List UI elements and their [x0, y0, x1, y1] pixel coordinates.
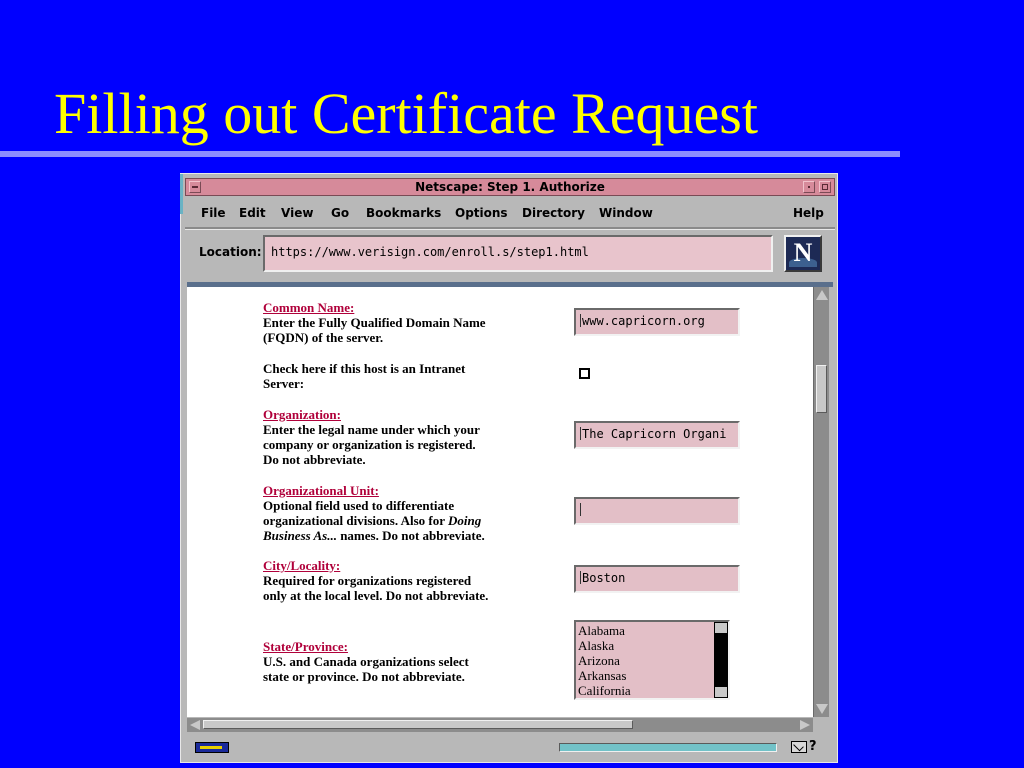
maximize-button[interactable] — [819, 181, 831, 193]
intranet-desc-1: Check here if this host is an Intranet — [263, 361, 466, 376]
menu-go[interactable]: Go — [331, 206, 350, 220]
organization-input[interactable]: The Capricorn Organi — [574, 421, 740, 449]
page-horizontal-scrollbar[interactable] — [187, 718, 813, 732]
page-content — [187, 287, 813, 717]
city-label: City/Locality: — [263, 558, 341, 573]
scroll-up-arrow-icon[interactable] — [715, 623, 727, 633]
organization-label: Organization: — [263, 407, 341, 422]
menu-bar — [185, 200, 835, 226]
city-input[interactable]: Boston — [574, 565, 740, 593]
window-edge-accent — [180, 174, 183, 214]
state-desc-1: U.S. and Canada organizations select — [263, 654, 469, 669]
scroll-left-arrow-icon[interactable] — [190, 720, 200, 730]
netscape-logo-letter: N — [793, 238, 813, 267]
common-name-block — [263, 300, 563, 345]
location-url-field[interactable]: https://www.verisign.com/enroll.s/step1.html — [263, 235, 773, 272]
state-option[interactable]: Arizona — [578, 653, 620, 668]
common-name-label: Common Name: — [263, 300, 355, 315]
state-list-scrollbar[interactable] — [714, 622, 728, 698]
intranet-desc-2: Server: — [263, 376, 305, 391]
state-option[interactable]: Alaska — [578, 638, 615, 653]
org-unit-desc-3 — [263, 528, 563, 543]
common-name-desc-1: Enter the Fully Qualified Domain Name — [263, 315, 486, 330]
org-unit-desc-3-italic: Business As... — [263, 528, 337, 543]
state-listbox[interactable] — [574, 620, 730, 700]
menu-edit[interactable]: Edit — [239, 206, 266, 220]
city-desc-1: Required for organizations registered — [263, 573, 472, 588]
menu-bookmarks[interactable]: Bookmarks — [366, 206, 442, 220]
intranet-checkbox[interactable] — [579, 368, 590, 379]
menu-file[interactable]: File — [201, 206, 226, 220]
status-bar — [187, 738, 833, 758]
org-unit-block — [263, 483, 563, 543]
menu-directory[interactable]: Directory — [522, 206, 585, 220]
org-unit-desc-2-text: organizational divisions. Also for — [263, 513, 449, 528]
org-unit-desc-1: Optional field used to differentiate — [263, 498, 455, 513]
menu-help[interactable]: Help — [793, 206, 824, 220]
org-unit-desc-3-text: names. Do not abbreviate. — [336, 528, 485, 543]
menu-view[interactable]: View — [281, 206, 314, 220]
organization-desc-3: Do not abbreviate. — [263, 452, 366, 467]
scroll-up-arrow-icon[interactable] — [816, 290, 828, 300]
mail-icon[interactable] — [791, 741, 807, 753]
security-key-icon[interactable] — [195, 742, 229, 753]
state-block — [263, 639, 563, 684]
window-title: Netscape: Step 1. Authorize — [415, 180, 605, 194]
org-unit-desc-2-italic: Doing — [448, 513, 482, 528]
title-underline — [0, 151, 900, 157]
menu-window[interactable]: Window — [599, 206, 653, 220]
organization-desc-1: Enter the legal name under which your — [263, 422, 480, 437]
city-block — [263, 558, 563, 603]
state-option[interactable]: Arkansas — [578, 668, 627, 683]
horizontal-scroll-thumb[interactable] — [203, 720, 633, 729]
org-unit-input[interactable] — [574, 497, 740, 525]
state-option[interactable]: California — [578, 683, 631, 698]
intranet-block — [263, 361, 563, 391]
state-label: State/Province: — [263, 639, 348, 654]
state-option[interactable]: Alabama — [578, 623, 625, 638]
window-titlebar[interactable] — [185, 178, 835, 196]
progress-bar — [559, 743, 777, 752]
city-desc-2: only at the local level. Do not abbreviate. — [263, 588, 489, 603]
scroll-right-arrow-icon[interactable] — [800, 720, 810, 730]
common-name-desc-2: (FQDN) of the server. — [263, 330, 384, 345]
slide-title: Filling out Certificate Request — [54, 81, 758, 146]
state-desc-2: state or province. Do not abbreviate. — [263, 669, 465, 684]
minimize-button[interactable] — [803, 181, 815, 193]
common-name-input[interactable]: www.capricorn.org — [574, 308, 740, 336]
org-unit-label: Organizational Unit: — [263, 483, 379, 498]
vertical-scroll-thumb[interactable] — [816, 365, 827, 413]
scroll-down-arrow-icon[interactable] — [715, 687, 727, 697]
page-vertical-scrollbar[interactable] — [813, 287, 829, 717]
org-unit-desc-2 — [263, 513, 563, 528]
help-icon[interactable]: ? — [809, 739, 817, 754]
location-label: Location: — [199, 245, 262, 259]
netscape-window — [180, 173, 838, 763]
organization-desc-2: company or organization is registered. — [263, 437, 476, 452]
netscape-logo[interactable] — [784, 235, 822, 272]
scroll-down-arrow-icon[interactable] — [816, 704, 828, 714]
menu-options[interactable]: Options — [455, 206, 508, 220]
toolbar-separator — [185, 227, 835, 230]
organization-block — [263, 407, 563, 467]
